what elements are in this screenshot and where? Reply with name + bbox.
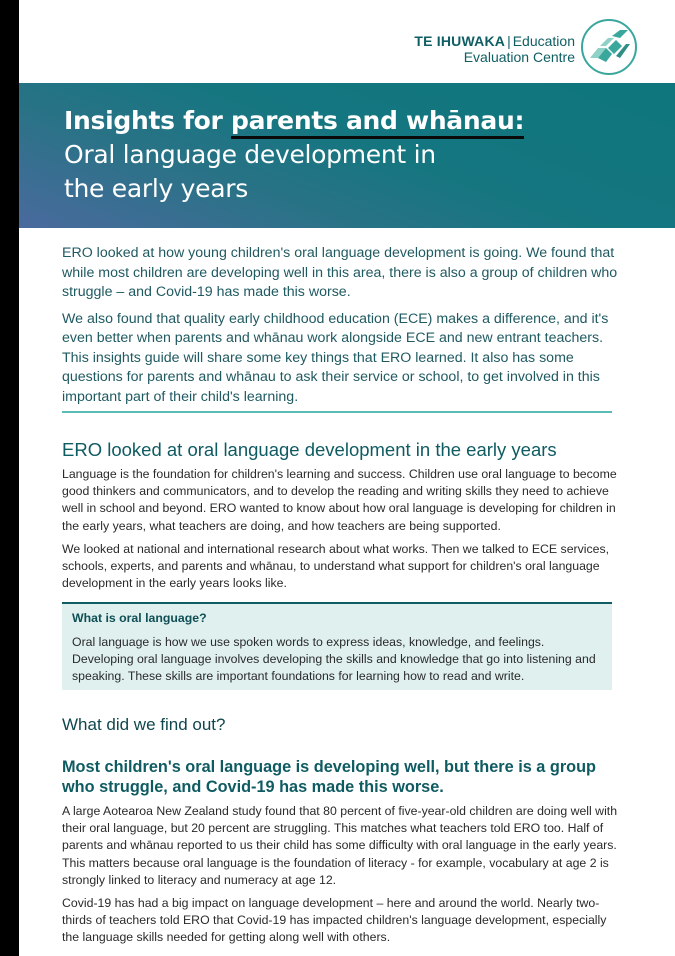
- brand-line2: Evaluation Centre: [463, 49, 575, 65]
- page-title: [64, 105, 524, 205]
- intro-paragraph: ERO looked at how young children's oral language development is going. We found that while most children are developing well in this area, there is also a group of children who struggle – and Covid-19 has made this worse.: [62, 245, 618, 300]
- body-paragraph: A large Aotearoa New Zealand study found that 80 percent of five-year-old children are doing well with their oral language, but 20 percent are struggling. This matches what teachers told ERO too. Half of parents and whānau reported to us their child has some difficulty with oral language in the early years. This matters because oral language is the foundation of literacy - for example, vocabulary at age 2 is strongly linked to literacy and numeracy at age 12.: [62, 804, 618, 887]
- section-heading: What did we find out?: [62, 715, 226, 734]
- body-paragraph: Language is the foundation for children's learning and success. Children use oral language to become good thinkers and communicators, and to develop the reading and writing skills they need to achieve well in school and beyond. ERO wanted to know about how oral language is developing for children in the early years, what teachers are doing, and how teachers are being supported.: [62, 467, 617, 533]
- brand-wordmark: [414, 33, 575, 65]
- title-audience: parents and whānau:: [231, 106, 524, 139]
- section-subheading: Most children's oral language is developing well, but there is a group who struggle, and Covid-19 has made this worse.: [62, 758, 597, 796]
- intro-paragraph: We also found that quality early childhood education (ECE) makes a difference, and it's even better when parents and whānau work alongside ECE and new entrant teachers. This insights guide will share some key things that ERO learned. It also has some questions for parents and whānau to ask their service or school, to get involved in this important part of their child's learning.: [62, 310, 609, 405]
- title-banner: [19, 83, 675, 228]
- section-ero-looked: [62, 438, 622, 598]
- brand-name: TE IHUWAKA: [414, 33, 506, 49]
- document-page: [19, 0, 675, 956]
- body-paragraph: We looked at national and international research about what works. Then we talked to ECE services, schools, experts, and parents and whānau, to understand what support for children's oral language development in the early years looks like.: [62, 541, 610, 591]
- callout-title: What is oral language?: [72, 611, 207, 625]
- callout-box: [62, 602, 612, 690]
- section-heading: ERO looked at oral language development in the early years: [62, 439, 557, 460]
- intro-section: [62, 244, 622, 414]
- brand-line1: Education: [512, 33, 575, 49]
- brand-separator: |: [507, 33, 511, 49]
- subtitle-line2: the early years: [64, 174, 248, 203]
- callout-text: Oral language is how we use spoken words to express ideas, knowledge, and feelings. Developing oral language involves developing the skills and knowledge that go into listening and speaking. These skills are important foundations for learning how to read and write.: [72, 635, 596, 684]
- title-prefix: Insights for: [64, 106, 231, 135]
- body-paragraph: Covid-19 has had a big impact on language development – here and around the world. Nearly two-thirds of teachers told ERO that Covid-19 has impacted children's language development, especially the language skills needed for getting along well with others.: [62, 896, 607, 945]
- section-divider: [62, 411, 612, 413]
- section-findings: [62, 713, 622, 953]
- ero-logo-icon: [581, 19, 637, 75]
- subtitle-line1: Oral language development in: [64, 140, 436, 169]
